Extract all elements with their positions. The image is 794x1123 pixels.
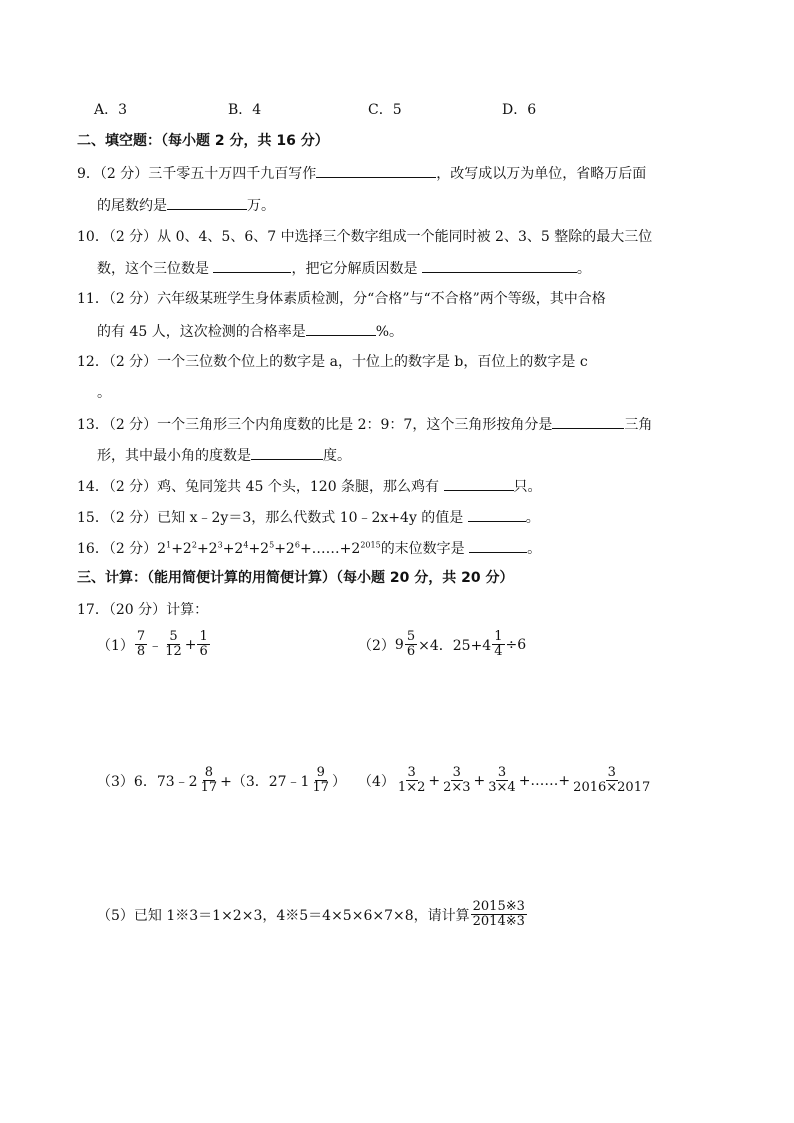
question-15	[77, 507, 540, 528]
option-a: A．3	[94, 102, 128, 118]
q9-text: 9．（2 分）三千零五十万四千九百写作	[77, 166, 317, 182]
q17-part-3	[97, 766, 346, 795]
numerator: 3	[452, 765, 461, 780]
q16-plus: +	[274, 541, 286, 557]
fraction	[405, 630, 417, 659]
question-11-line-2	[97, 321, 403, 342]
q16-base-4: 2	[234, 541, 244, 557]
fraction	[441, 766, 472, 795]
expression-c: ）	[332, 773, 347, 790]
q14-blank[interactable]	[444, 476, 514, 491]
fraction	[163, 630, 184, 659]
q9-blank-2[interactable]	[167, 195, 247, 210]
q16-plus: +	[196, 541, 209, 557]
numerator: 3	[407, 765, 416, 780]
q14-text-b: 只。	[513, 479, 542, 495]
q11-text: 11．（2 分）六年级某班学生身体素质检测，分“合格”与“不合格”两个等级，其中合格	[77, 291, 606, 307]
denominator: 2016×2017	[573, 780, 651, 795]
fraction	[135, 630, 147, 659]
q16-exp-1: 1	[166, 540, 172, 550]
option-c: C．5	[368, 102, 402, 118]
q13-blank-2[interactable]	[251, 445, 323, 460]
operator: +……+	[518, 772, 571, 789]
fraction	[396, 766, 427, 795]
question-13-line-1	[77, 414, 652, 435]
numerator: 1	[494, 629, 503, 644]
q16-exp-2015: 2015	[360, 540, 381, 550]
expression-a: 6．73﹣2	[133, 773, 198, 790]
q16-base-3: 2	[208, 541, 218, 557]
q13-text-2b: 度。	[323, 448, 351, 464]
question-10-line-2	[97, 258, 591, 279]
operator: +	[428, 772, 441, 789]
q9-text-2: 的尾数约是	[97, 198, 167, 214]
q10-text: 10．（2 分）从 0、4、5、6、7 中选择三个数字组成一个能同时被 2、3、5 整除的最大三位	[77, 229, 653, 245]
q10-text-2c: 。	[576, 261, 591, 277]
denominator: 2×3	[443, 780, 471, 795]
q16-exp-3: 3	[217, 540, 223, 550]
q15-text-b: 。	[525, 510, 540, 526]
numerator: 7	[136, 629, 146, 644]
q15-text: 15．（2 分）已知 x﹣2y＝3，那么代数式 10﹣2x+4y 的值是	[77, 510, 468, 526]
fraction	[471, 900, 527, 929]
operator: ﹣	[148, 637, 163, 654]
denominator: 4	[494, 644, 503, 659]
denominator: 6	[199, 644, 208, 659]
denominator: 2014※3	[472, 914, 525, 929]
expression-end: ÷6	[505, 636, 527, 653]
q12-text-2: 。	[97, 385, 111, 401]
q13-blank-1[interactable]	[552, 414, 624, 429]
fraction	[492, 630, 504, 659]
part-label: （5）已知 1※3＝1×2×3，4※5＝4×5×6×7×8，请计算	[97, 907, 470, 924]
q16-end: 。	[527, 541, 542, 557]
numerator: 8	[204, 765, 213, 780]
question-13-line-2	[97, 445, 351, 466]
q17-part-1	[97, 630, 211, 659]
q10-text-2: 数，这个三位数是	[97, 261, 214, 277]
question-9-line-1	[77, 163, 646, 184]
q12-text: 12．（2 分）一个三位数个位上的数字是 a，十位上的数字是 b，百位上的数字是 c	[77, 354, 588, 370]
q16-dots: +……+	[299, 541, 352, 557]
fraction	[486, 766, 517, 795]
numerator: 9	[316, 765, 325, 780]
expression-b: +（3．27﹣1	[220, 773, 310, 790]
numerator: 3	[497, 765, 507, 780]
q16-suffix: 的末位数字是	[380, 541, 470, 557]
whole-number: 9	[394, 636, 404, 653]
option-b: B．4	[228, 102, 262, 118]
q13-text-b: 三角	[624, 417, 653, 433]
q17-part-5	[97, 900, 528, 929]
numerator: 2015※3	[472, 899, 525, 914]
question-12-line-1	[77, 352, 588, 372]
q11-text-2b: %。	[375, 324, 404, 340]
q13-text-2: 形，其中最小角的度数是	[97, 448, 251, 464]
expression-mid: ×4．25+4	[418, 637, 492, 654]
q10-text-2b: ，把它分解质因数是	[291, 261, 422, 277]
section-3-title: 三、计算：（能用简便计算的用简便计算）（每小题 20 分，共 20 分）	[77, 570, 514, 586]
denominator: 12	[165, 644, 182, 659]
numerator: 5	[169, 629, 178, 644]
q16-base-5: 2	[260, 541, 270, 557]
operator: +	[184, 636, 197, 653]
q16-exp-2: 2	[191, 540, 197, 550]
part-label: （3）	[97, 773, 134, 790]
question-11-line-1	[77, 289, 606, 309]
q15-blank[interactable]	[468, 507, 526, 522]
q17-part-4	[358, 766, 653, 795]
q11-blank[interactable]	[306, 321, 376, 336]
q9-text-2b: 万。	[247, 198, 275, 214]
part-label: （4）	[358, 773, 395, 790]
q16-plus: +	[222, 541, 235, 557]
q9-blank-1[interactable]	[316, 163, 436, 178]
denominator: 17	[200, 780, 218, 795]
q9-text-b: ，改写成以万为单位，省略万后面	[436, 166, 647, 182]
question-17-title: 17．（20 分）计算：	[77, 602, 209, 618]
q16-base-2: 2	[182, 541, 192, 557]
denominator: 1×2	[397, 780, 426, 795]
denominator: 6	[406, 644, 416, 659]
q16-prefix: 16．（2 分）	[77, 541, 158, 557]
option-d: D．6	[502, 102, 537, 118]
part-label: （1）	[97, 637, 134, 654]
denominator: 8	[136, 644, 146, 659]
question-10-line-1	[77, 227, 652, 247]
q10-blank-2[interactable]	[422, 258, 577, 273]
fraction	[310, 766, 331, 795]
q16-base-last: 2	[351, 541, 361, 557]
q10-blank-1[interactable]	[213, 258, 291, 273]
q16-exp-5: 5	[269, 540, 275, 550]
question-16	[77, 538, 541, 559]
question-12-line-2	[97, 383, 111, 403]
part-label: （2）	[358, 637, 395, 654]
operator: +	[473, 772, 486, 789]
q16-exp-6: 6	[294, 540, 300, 550]
denominator: 3×4	[488, 780, 516, 795]
q14-text: 14．（2 分）鸡、兔同笼共 45 个头，120 条腿，那么鸡有	[77, 479, 444, 495]
numerator: 3	[607, 765, 616, 780]
q16-exp-4: 4	[243, 540, 249, 550]
q16-base-1: 2	[157, 541, 167, 557]
q11-text-2: 的有 45 人，这次检测的合格率是	[97, 324, 306, 340]
question-14	[77, 476, 542, 497]
fraction	[197, 630, 209, 659]
fraction	[571, 766, 652, 795]
q16-blank[interactable]	[469, 538, 527, 553]
q17-part-2	[358, 630, 526, 659]
numerator: 5	[406, 629, 416, 644]
fraction	[199, 766, 220, 795]
numerator: 1	[199, 629, 208, 644]
section-2-title: 二、填空题：（每小题 2 分，共 16 分）	[77, 133, 329, 149]
question-9-line-2	[97, 195, 275, 216]
q16-base-6: 2	[285, 541, 295, 557]
q13-text: 13．（2 分）一个三角形三个内角度数的比是 2：9：7，这个三角形按角分是	[77, 417, 553, 433]
q16-plus: +	[171, 541, 183, 557]
q16-plus: +	[248, 541, 261, 557]
denominator: 17	[312, 780, 330, 795]
